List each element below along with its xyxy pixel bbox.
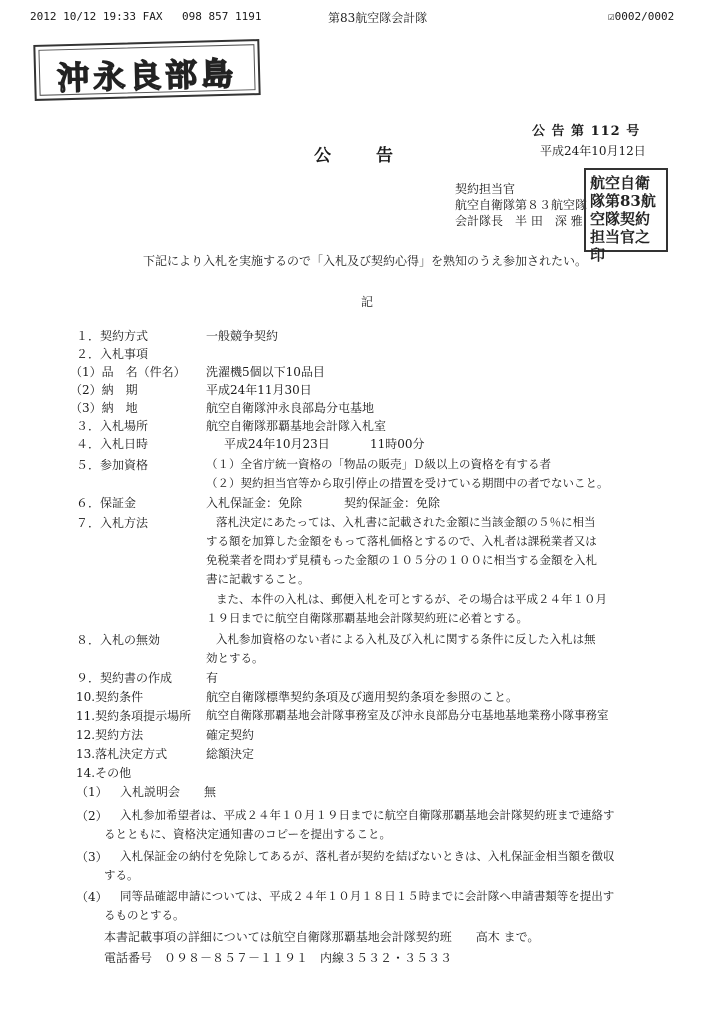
item5-line2: （２）契約担当官等から取引停止の措置を受けている期間中の者でないこと。 xyxy=(206,476,609,490)
item1-value: 一般競争契約 xyxy=(206,329,279,343)
notice-title-right: 告 xyxy=(376,146,393,166)
other4-num: （4） xyxy=(76,890,108,904)
item6-bid: 入札保証金：免除 xyxy=(206,496,303,510)
other3-line2: する。 xyxy=(104,868,139,882)
other4-line2: るものとする。 xyxy=(104,908,185,922)
intro-text: 下記により入札を実施するので「入札及び契約心得」を熟知のうえ参加されたい。 xyxy=(143,254,588,268)
other2-line2: るとともに、資格決定通知書のコピーを提出すること。 xyxy=(104,827,392,841)
item3-value: 航空自衛隊那覇基地会計隊入札室 xyxy=(206,419,387,433)
other1-text: 入札説明会 無 xyxy=(120,785,217,799)
item6-contract: 契約保証金：免除 xyxy=(344,496,441,510)
other3-num: （3） xyxy=(76,850,108,864)
other3-line1: 入札保証金の納付を免除してあるが、落札者が契約を結ばないときは、入札保証金相当額を徴収 xyxy=(120,849,615,863)
fax-datetime: 2012 10/12 19:33 FAX xyxy=(30,10,163,23)
fax-icon: ☑ xyxy=(608,10,615,23)
item2-label: ２．入札事項 xyxy=(76,347,149,361)
issuer-line3: 会計隊長 半 田 深 雅 xyxy=(455,214,583,228)
item14-label: 14.その他 xyxy=(76,766,132,780)
item7-line6: １９日までに航空自衛隊那覇基地会計隊契約班に必着とする。 xyxy=(206,611,528,625)
other2-line1: 入札参加希望者は、平成２４年１０月１９日までに航空自衛隊那覇基地会計隊契約班まで連絡す xyxy=(120,808,615,822)
item8-line1: 入札参加資格のない者による入札及び入札に関する条件に反した入札は無 xyxy=(216,632,596,646)
item2-2-value: 平成24年11月30日 xyxy=(206,383,312,397)
item5-line1: （１）全省庁統一資格の「物品の販売」Ｄ級以上の資格を有する者 xyxy=(206,457,551,471)
item2-1-label: （1）品 名（件名） xyxy=(70,365,186,379)
item7-label: ７．入札方法 xyxy=(76,516,149,530)
fax-sender: 第83航空隊会計隊 xyxy=(328,11,428,25)
notice-number: 公 告 第 112 号 xyxy=(532,124,641,139)
item10-label: 10.契約条件 xyxy=(76,690,144,704)
item11-label: 11.契約条項提示場所 xyxy=(76,709,192,723)
item2-3-label: （3）納 地 xyxy=(70,401,138,415)
fax-page-number: 0002/0002 xyxy=(614,10,675,23)
item5-label: ５．参加資格 xyxy=(76,458,149,472)
official-seal xyxy=(584,168,668,264)
item9-value: 有 xyxy=(206,671,219,685)
item12-value: 確定契約 xyxy=(206,728,255,742)
fax-page xyxy=(608,10,674,23)
location-stamp-text: 沖永良部島 xyxy=(56,54,238,98)
item7-line2: する額を加算した金額をもって落札価格とするので、入札者は課税業者又は xyxy=(206,534,597,548)
item3-label: ３．入札場所 xyxy=(76,419,149,433)
item13-value: 総額決定 xyxy=(206,747,255,761)
item8-line2: 効とする。 xyxy=(206,651,264,665)
item6-label: ６．保証金 xyxy=(76,496,137,510)
item13-label: 13.落札決定方式 xyxy=(76,747,168,761)
item7-line3: 免税業者を問わず見積もった金額の１０５分の１００に相当する金額を入札 xyxy=(206,553,597,567)
item4-label: ４．入札日時 xyxy=(76,437,149,451)
item10-value: 航空自衛隊標準契約条項及び適用契約条項を参照のこと。 xyxy=(206,690,519,704)
fax-number: 098 857 1191 xyxy=(182,10,262,23)
other4-line1: 同等品確認申請については、平成２４年１０月１８日１５時までに会計隊へ申請書類等を提出す xyxy=(120,889,615,903)
issuer-line2: 航空自衛隊第８３航空隊 xyxy=(455,198,588,212)
item7-line4: 書に記載すること。 xyxy=(206,572,310,586)
item2-1-value: 洗濯機5個以下10品目 xyxy=(206,365,325,379)
location-stamp xyxy=(33,39,260,101)
item7-line1: 落札決定にあたっては、入札書に記載された金額に当該金額の５％に相当 xyxy=(216,515,596,529)
item1-label: １．契約方式 xyxy=(76,329,149,343)
item4-time: 11時00分 xyxy=(370,437,425,451)
item11-value: 航空自衛隊那覇基地会計隊事務室及び沖永良部島分屯基地基地業務小隊事務室 xyxy=(206,708,609,722)
item9-label: ９．契約書の作成 xyxy=(76,671,173,685)
issuer-line1: 契約担当官 xyxy=(455,182,516,196)
item8-label: ８．入札の無効 xyxy=(76,633,161,647)
item2-2-label: （2）納 期 xyxy=(70,383,138,397)
notice-date: 平成24年10月12日 xyxy=(540,144,646,158)
item12-label: 12.契約方法 xyxy=(76,728,144,742)
contact-line2: 電話番号 ０９８－８５７－１１９１ 内線３５３２・３５３３ xyxy=(104,951,453,965)
contact-line1: 本書記載事項の詳細については航空自衛隊那覇基地会計隊契約班 高木 まで。 xyxy=(104,930,540,944)
ki-heading: 記 xyxy=(361,295,374,309)
other2-num: （2） xyxy=(76,809,108,823)
official-seal-text: 航空自衛隊第83航空隊契約担当官之印 xyxy=(590,174,656,264)
item4-date: 平成24年10月23日 xyxy=(224,437,330,451)
item2-3-value: 航空自衛隊沖永良部島分屯基地 xyxy=(206,401,375,415)
item7-line5: また、本件の入札は、郵便入札を可とするが、その場合は平成２４年１０月 xyxy=(216,592,607,606)
notice-title-left: 公 xyxy=(314,146,331,166)
other1-num: （1） xyxy=(76,785,108,799)
